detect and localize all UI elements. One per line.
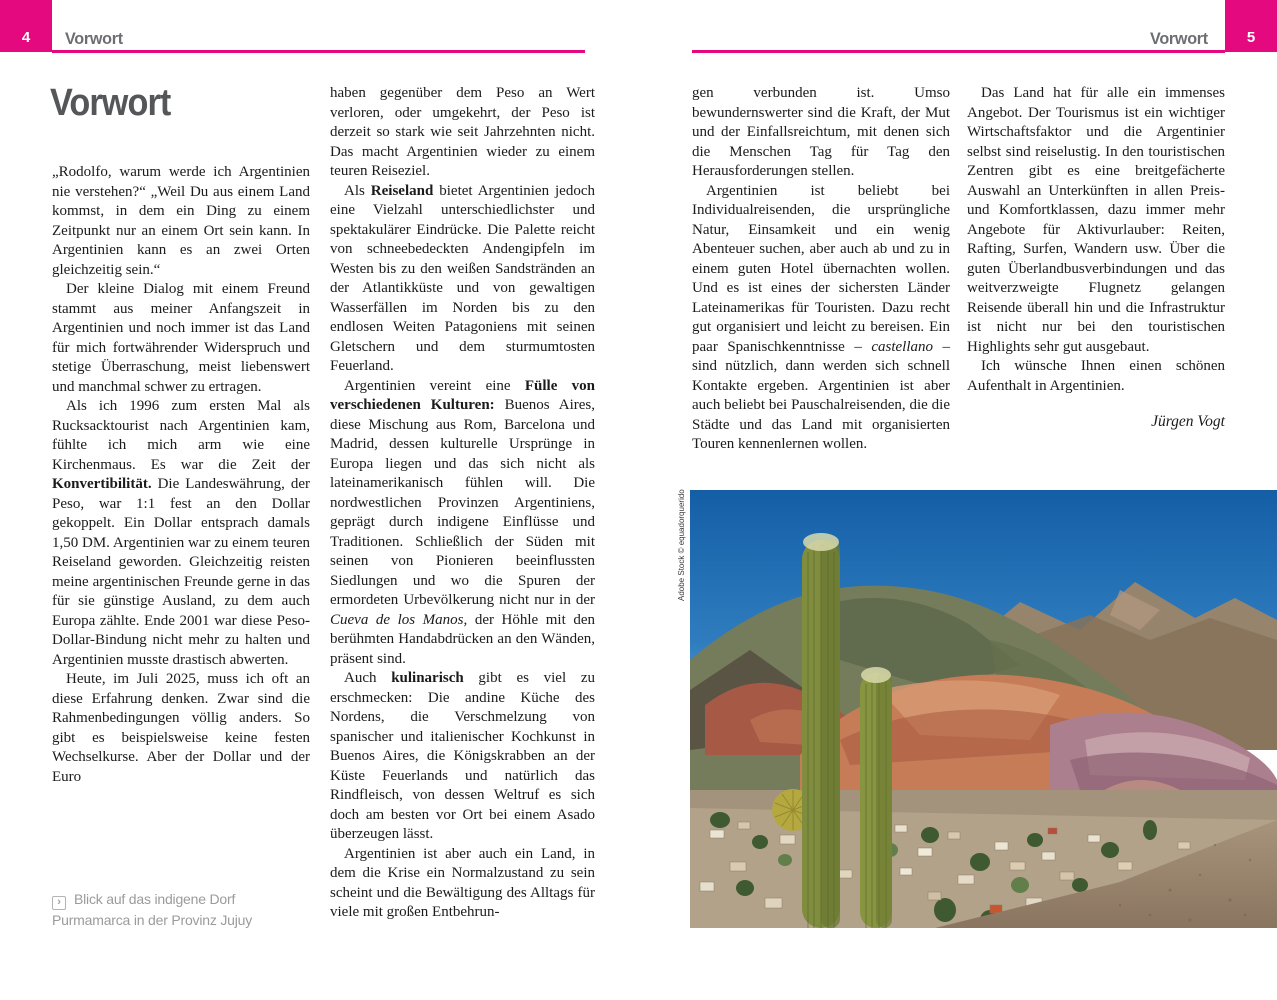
paragraph: gen verbunden ist. Umso bewundernswerter sind die Kraft, der Mut und der Einfallsreichtum, mit denen sich die Menschen Tag für Tag den Herausforderungen stellen. xyxy=(692,85,950,179)
paragraph: Argentinien vereint eine Fülle von verschiedenen Kulturen: Buenos Aires, diese Mischung aus Rom, Barcelona und Madrid, dessen kulturelle Ursprünge in Europa liegen und das sich nicht als lateinamerikanisch fühlen will. Die nordwestlichen Provinzen Argentiniens, geprägt durch indigene Einflüsse und Traditionen. Schließlich der Süden mit seinen von Pionieren beeinflussten Siedlungen und wo die Spuren der ermordeten Urbevölkerung nicht nur in der Cueva de los Manos, der Höhle mit den berühmten Handabdrücken an den Wänden, präsent sind. xyxy=(330,377,595,667)
page-number-right xyxy=(1225,0,1277,52)
header-rule-left xyxy=(52,50,585,53)
page-number-left-label: 4 xyxy=(21,29,31,46)
author-signature: Jürgen Vogt xyxy=(1151,413,1225,430)
photo-purmamarca xyxy=(690,490,1277,928)
paragraph: Auch kulinarisch gibt es viel zu erschmecken: Die andine Küche des Nordens, die Verschmelzung von spanischer und italienischer Kochkunst in Buenos Aires, die Königskrabben an der Küste Feuerlands und natürlich das Rindfleisch, von dessen Weltruf es sich doch am besten vor Ort bei einem Asado überzeugen lässt. xyxy=(330,670,595,842)
paragraph: Als Reiseland bietet Argentinien jedoch eine Vielzahl unterschiedlichster und spektakulärer Eindrücke. Die Palette reicht von schneebedeckten Andengipfeln im Westen bis zu den weißen Sandstränden an der Atlantikküste und von gewaltigen Wasserfällen im Norden bis zu den endlosen Weiten Patagoniens mit seinen Gletschern und dem sturmumtosten Feuerland. xyxy=(330,182,595,374)
photo-caption xyxy=(52,889,308,930)
text-column-3 xyxy=(692,84,950,455)
page-title: Vorwort xyxy=(50,82,171,124)
text-column-2 xyxy=(330,84,595,923)
page-number-right-label: 5 xyxy=(1246,29,1256,46)
paragraph: Heute, im Juli 2025, muss ich oft an diese Erfahrung denken. Zwar sind die Rahmenbedingungen völlig anders. So gibt es beispielsweise keine festen Wechselkurse. Aber der Dollar und der Euro xyxy=(52,671,310,785)
paragraph: „Rodolfo, warum werde ich Argentinien nie verstehen?“ „Weil Du aus einem Land kommst, in dem ein Ding zu einem Zeitpunkt nur an einem Ort sein kann. In Argentinien kann es an zwei Orten gleichzeitig sein.“ xyxy=(52,164,310,278)
photo-credit: Adobe Stock © equadorquerido xyxy=(677,489,686,601)
paragraph: Argentinien ist beliebt bei Individualreisenden, die ursprüngliche Natur, Einsamkeit und ein wenig Abenteuer suchen, aber auch ab und zu in einem guten Hotel übernachten wollen. Und es ist eines der sichersten Länder Lateinamerikas für Touristen. Dazu recht gut organisiert und leicht zu bereisen. Ein paar Spanischkenntnisse – castellano – sind nützlich, dann werden sich schnell Kontakte ergeben. Argentinien ist aber auch beliebt bei Pauschalreisenden, die die Städte und das Land mit organisierten Touren kennenlernen wollen. xyxy=(692,182,950,452)
header-rule-right xyxy=(692,50,1225,53)
paragraph: Argentinien ist aber auch ein Land, in dem die Krise ein Normalzustand zu sein scheint und die Bewältigung des Alltags für viele mit großen Entbehrun- xyxy=(330,845,595,920)
page-number-left xyxy=(0,0,52,52)
text-column-4 xyxy=(967,84,1225,432)
paragraph: haben gegenüber dem Peso an Wert verloren, oder umgekehrt, der Peso ist derzeit so stark wie seit Jahrzehnten nicht. Das macht Argentinien wieder zu einem teuren Reiseziel. xyxy=(330,85,595,179)
paragraph: Ich wünsche Ihnen einen schönen Aufenthalt in Argentinien. xyxy=(967,358,1225,394)
purmamarca-photo-illustration xyxy=(690,490,1277,928)
paragraph: Das Land hat für alle ein immenses Angebot. Der Tourismus ist ein wichtiger Wirtschaftsfaktor und die Argentinier selbst sind reiselustig. In den touristischen Zentren gibt es eine breitgefächerte Auswahl an Unterkünften in allen Preis- und Komfortklassen, dazu immer mehr Angebote für Aktivurlauber: Reiten, Rafting, Surfen, Wandern usw. Über die guten Überlandbusverbindungen und das weitverzweigte Flugnetz gelangen Reisende überall hin und die Infrastruktur ist nicht nur bei den touristischen Highlights sehr gut ausgebaut. xyxy=(967,85,1225,355)
photo-caption-line2: in der Provinz Jujuy xyxy=(133,912,253,928)
paragraph: Als ich 1996 zum ersten Mal als Rucksacktourist nach Argentinien kam, fühlte ich mich arm wie eine Kirchenmaus. Es war die Zeit der Konvertibilität. Die Landeswährung, der Peso, war 1:1 fest an den Dollar gekoppelt. Ein Dollar entsprach damals 1,50 DM. Argentinien war zu einem teuren Reiseland geworden. Gleichzeitig reisten meine argentinischen Freunde gerne in das für sie günstige Ausland, zu dem auch Europa zählte. Ende 2001 war diese Peso-Dollar-Bindung nicht mehr zu halten und Argentinien musste drastisch abwerten. xyxy=(52,398,310,668)
text-column-4-paragraphs xyxy=(967,84,1225,396)
paragraph: Der kleine Dialog mit einem Freund stammt aus meiner Anfangszeit in Argentinien und noch immer ist das Land für mich fortwährender Widerspruch und stetige Überraschung, meist liebenswert und manchmal schwer zu ertragen. xyxy=(52,281,310,395)
chevron-right-icon: › xyxy=(52,896,66,910)
text-column-1 xyxy=(52,163,310,787)
running-head-right: Vorwort xyxy=(1150,29,1208,48)
running-head-left: Vorwort xyxy=(65,29,123,48)
photo-caption-line1: Blick auf das indigene Dorf Purmamarca xyxy=(52,891,236,928)
